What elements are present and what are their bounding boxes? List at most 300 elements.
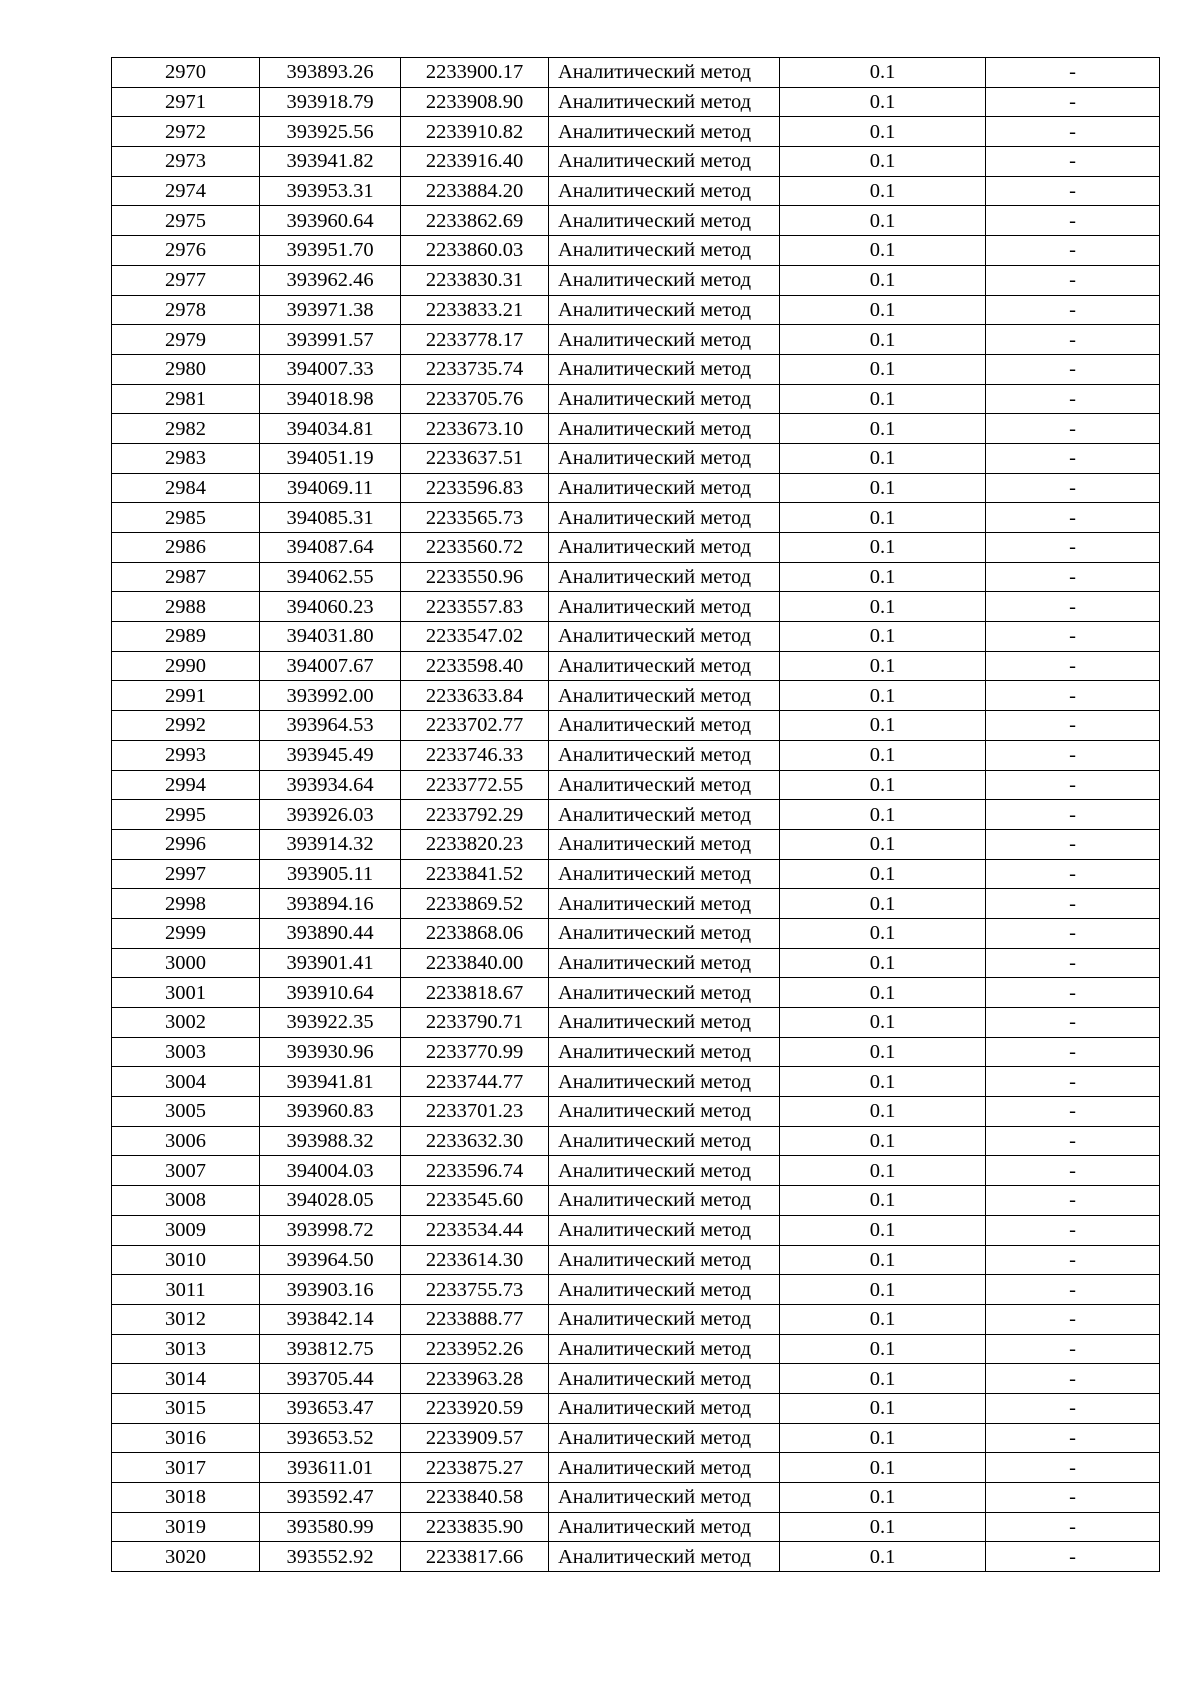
accuracy-cell: 0.1 (780, 800, 986, 830)
y-coordinate-cell: 2233596.74 (401, 1156, 549, 1186)
method-cell: Аналитический метод (549, 1126, 780, 1156)
accuracy-cell: 0.1 (780, 176, 986, 206)
accuracy-cell: 0.1 (780, 1423, 986, 1453)
table-row (112, 859, 1160, 889)
note-cell: - (986, 87, 1160, 117)
note-cell: - (986, 1364, 1160, 1394)
note-cell: - (986, 681, 1160, 711)
accuracy-cell: 0.1 (780, 1008, 986, 1038)
method-cell: Аналитический метод (549, 889, 780, 919)
table-row (112, 829, 1160, 859)
note-cell: - (986, 1542, 1160, 1572)
table-row (112, 117, 1160, 147)
x-coordinate-cell: 393992.00 (260, 681, 401, 711)
method-cell: Аналитический метод (549, 533, 780, 563)
y-coordinate-cell: 2233790.71 (401, 1008, 549, 1038)
note-cell: - (986, 295, 1160, 325)
method-cell: Аналитический метод (549, 295, 780, 325)
method-cell: Аналитический метод (549, 592, 780, 622)
accuracy-cell: 0.1 (780, 236, 986, 266)
point-number-cell: 3017 (112, 1453, 260, 1483)
note-cell: - (986, 443, 1160, 473)
y-coordinate-cell: 2233916.40 (401, 147, 549, 177)
y-coordinate-cell: 2233910.82 (401, 117, 549, 147)
point-number-cell: 2983 (112, 443, 260, 473)
x-coordinate-cell: 393903.16 (260, 1275, 401, 1305)
table-row (112, 562, 1160, 592)
point-number-cell: 2975 (112, 206, 260, 236)
x-coordinate-cell: 393962.46 (260, 265, 401, 295)
point-number-cell: 3009 (112, 1215, 260, 1245)
x-coordinate-cell: 393910.64 (260, 978, 401, 1008)
y-coordinate-cell: 2233952.26 (401, 1334, 549, 1364)
accuracy-cell: 0.1 (780, 1453, 986, 1483)
method-cell: Аналитический метод (549, 562, 780, 592)
point-number-cell: 3011 (112, 1275, 260, 1305)
y-coordinate-cell: 2233772.55 (401, 770, 549, 800)
point-number-cell: 3003 (112, 1037, 260, 1067)
point-number-cell: 3007 (112, 1156, 260, 1186)
method-cell: Аналитический метод (549, 1008, 780, 1038)
point-number-cell: 3015 (112, 1393, 260, 1423)
point-number-cell: 2984 (112, 473, 260, 503)
table-row (112, 711, 1160, 741)
y-coordinate-cell: 2233875.27 (401, 1453, 549, 1483)
note-cell: - (986, 622, 1160, 652)
point-number-cell: 3014 (112, 1364, 260, 1394)
note-cell: - (986, 147, 1160, 177)
table-row (112, 592, 1160, 622)
method-cell: Аналитический метод (549, 236, 780, 266)
note-cell: - (986, 1215, 1160, 1245)
point-number-cell: 3012 (112, 1304, 260, 1334)
x-coordinate-cell: 394034.81 (260, 414, 401, 444)
method-cell: Аналитический метод (549, 1156, 780, 1186)
x-coordinate-cell: 393998.72 (260, 1215, 401, 1245)
note-cell: - (986, 740, 1160, 770)
x-coordinate-cell: 393611.01 (260, 1453, 401, 1483)
method-cell: Аналитический метод (549, 87, 780, 117)
accuracy-cell: 0.1 (780, 87, 986, 117)
method-cell: Аналитический метод (549, 1542, 780, 1572)
method-cell: Аналитический метод (549, 384, 780, 414)
y-coordinate-cell: 2233869.52 (401, 889, 549, 919)
method-cell: Аналитический метод (549, 829, 780, 859)
point-number-cell: 2997 (112, 859, 260, 889)
x-coordinate-cell: 393925.56 (260, 117, 401, 147)
note-cell: - (986, 1275, 1160, 1305)
note-cell: - (986, 770, 1160, 800)
x-coordinate-cell: 394087.64 (260, 533, 401, 563)
note-cell: - (986, 176, 1160, 206)
x-coordinate-cell: 393951.70 (260, 236, 401, 266)
y-coordinate-cell: 2233673.10 (401, 414, 549, 444)
note-cell: - (986, 325, 1160, 355)
y-coordinate-cell: 2233818.67 (401, 978, 549, 1008)
table-row (112, 1097, 1160, 1127)
accuracy-cell: 0.1 (780, 1512, 986, 1542)
accuracy-cell: 0.1 (780, 443, 986, 473)
table-row (112, 1126, 1160, 1156)
accuracy-cell: 0.1 (780, 1037, 986, 1067)
note-cell: - (986, 1483, 1160, 1513)
note-cell: - (986, 829, 1160, 859)
x-coordinate-cell: 393971.38 (260, 295, 401, 325)
y-coordinate-cell: 2233770.99 (401, 1037, 549, 1067)
y-coordinate-cell: 2233534.44 (401, 1215, 549, 1245)
y-coordinate-cell: 2233833.21 (401, 295, 549, 325)
method-cell: Аналитический метод (549, 1423, 780, 1453)
x-coordinate-cell: 394051.19 (260, 443, 401, 473)
x-coordinate-cell: 393842.14 (260, 1304, 401, 1334)
y-coordinate-cell: 2233963.28 (401, 1364, 549, 1394)
method-cell: Аналитический метод (549, 1215, 780, 1245)
method-cell: Аналитический метод (549, 740, 780, 770)
note-cell: - (986, 384, 1160, 414)
y-coordinate-cell: 2233755.73 (401, 1275, 549, 1305)
table-row (112, 503, 1160, 533)
point-number-cell: 2992 (112, 711, 260, 741)
table-row (112, 1008, 1160, 1038)
note-cell: - (986, 206, 1160, 236)
method-cell: Аналитический метод (549, 58, 780, 88)
accuracy-cell: 0.1 (780, 147, 986, 177)
method-cell: Аналитический метод (549, 1067, 780, 1097)
x-coordinate-cell: 394018.98 (260, 384, 401, 414)
y-coordinate-cell: 2233920.59 (401, 1393, 549, 1423)
accuracy-cell: 0.1 (780, 265, 986, 295)
point-number-cell: 3018 (112, 1483, 260, 1513)
note-cell: - (986, 236, 1160, 266)
table-row (112, 770, 1160, 800)
y-coordinate-cell: 2233884.20 (401, 176, 549, 206)
accuracy-cell: 0.1 (780, 1334, 986, 1364)
method-cell: Аналитический метод (549, 117, 780, 147)
point-number-cell: 3008 (112, 1186, 260, 1216)
note-cell: - (986, 800, 1160, 830)
accuracy-cell: 0.1 (780, 1542, 986, 1572)
point-number-cell: 2982 (112, 414, 260, 444)
table-row (112, 1275, 1160, 1305)
note-cell: - (986, 58, 1160, 88)
accuracy-cell: 0.1 (780, 622, 986, 652)
accuracy-cell: 0.1 (780, 948, 986, 978)
accuracy-cell: 0.1 (780, 58, 986, 88)
accuracy-cell: 0.1 (780, 1364, 986, 1394)
table-row (112, 918, 1160, 948)
x-coordinate-cell: 393552.92 (260, 1542, 401, 1572)
table-row (112, 651, 1160, 681)
y-coordinate-cell: 2233888.77 (401, 1304, 549, 1334)
method-cell: Аналитический метод (549, 800, 780, 830)
table-row (112, 889, 1160, 919)
accuracy-cell: 0.1 (780, 354, 986, 384)
table-row (112, 978, 1160, 1008)
y-coordinate-cell: 2233778.17 (401, 325, 549, 355)
point-number-cell: 2995 (112, 800, 260, 830)
table-row (112, 176, 1160, 206)
table-row (112, 1037, 1160, 1067)
x-coordinate-cell: 393960.64 (260, 206, 401, 236)
y-coordinate-cell: 2233735.74 (401, 354, 549, 384)
point-number-cell: 2972 (112, 117, 260, 147)
x-coordinate-cell: 393918.79 (260, 87, 401, 117)
method-cell: Аналитический метод (549, 948, 780, 978)
accuracy-cell: 0.1 (780, 1215, 986, 1245)
x-coordinate-cell: 393930.96 (260, 1037, 401, 1067)
y-coordinate-cell: 2233596.83 (401, 473, 549, 503)
accuracy-cell: 0.1 (780, 384, 986, 414)
accuracy-cell: 0.1 (780, 1126, 986, 1156)
point-number-cell: 2986 (112, 533, 260, 563)
x-coordinate-cell: 394062.55 (260, 562, 401, 592)
point-number-cell: 3001 (112, 978, 260, 1008)
y-coordinate-cell: 2233547.02 (401, 622, 549, 652)
y-coordinate-cell: 2233702.77 (401, 711, 549, 741)
note-cell: - (986, 473, 1160, 503)
table-row (112, 1423, 1160, 1453)
method-cell: Аналитический метод (549, 711, 780, 741)
method-cell: Аналитический метод (549, 681, 780, 711)
point-number-cell: 2994 (112, 770, 260, 800)
note-cell: - (986, 859, 1160, 889)
x-coordinate-cell: 393960.83 (260, 1097, 401, 1127)
point-number-cell: 2970 (112, 58, 260, 88)
accuracy-cell: 0.1 (780, 711, 986, 741)
y-coordinate-cell: 2233565.73 (401, 503, 549, 533)
method-cell: Аналитический метод (549, 414, 780, 444)
method-cell: Аналитический метод (549, 503, 780, 533)
accuracy-cell: 0.1 (780, 1245, 986, 1275)
note-cell: - (986, 1423, 1160, 1453)
note-cell: - (986, 1156, 1160, 1186)
point-number-cell: 3020 (112, 1542, 260, 1572)
point-number-cell: 2979 (112, 325, 260, 355)
x-coordinate-cell: 393580.99 (260, 1512, 401, 1542)
x-coordinate-cell: 393934.64 (260, 770, 401, 800)
x-coordinate-cell: 393901.41 (260, 948, 401, 978)
y-coordinate-cell: 2233557.83 (401, 592, 549, 622)
x-coordinate-cell: 393890.44 (260, 918, 401, 948)
method-cell: Аналитический метод (549, 1393, 780, 1423)
y-coordinate-cell: 2233614.30 (401, 1245, 549, 1275)
x-coordinate-cell: 394007.67 (260, 651, 401, 681)
note-cell: - (986, 1512, 1160, 1542)
note-cell: - (986, 1393, 1160, 1423)
y-coordinate-cell: 2233820.23 (401, 829, 549, 859)
y-coordinate-cell: 2233840.58 (401, 1483, 549, 1513)
accuracy-cell: 0.1 (780, 295, 986, 325)
method-cell: Аналитический метод (549, 1037, 780, 1067)
note-cell: - (986, 265, 1160, 295)
point-number-cell: 2991 (112, 681, 260, 711)
y-coordinate-cell: 2233909.57 (401, 1423, 549, 1453)
note-cell: - (986, 1097, 1160, 1127)
method-cell: Аналитический метод (549, 473, 780, 503)
table-row (112, 1215, 1160, 1245)
accuracy-cell: 0.1 (780, 1275, 986, 1305)
table-row (112, 948, 1160, 978)
x-coordinate-cell: 394004.03 (260, 1156, 401, 1186)
x-coordinate-cell: 393592.47 (260, 1483, 401, 1513)
x-coordinate-cell: 393922.35 (260, 1008, 401, 1038)
y-coordinate-cell: 2233705.76 (401, 384, 549, 414)
coordinates-table-body (112, 58, 1160, 1572)
accuracy-cell: 0.1 (780, 1304, 986, 1334)
point-number-cell: 3004 (112, 1067, 260, 1097)
x-coordinate-cell: 393945.49 (260, 740, 401, 770)
y-coordinate-cell: 2233792.29 (401, 800, 549, 830)
note-cell: - (986, 1037, 1160, 1067)
table-row (112, 236, 1160, 266)
y-coordinate-cell: 2233598.40 (401, 651, 549, 681)
note-cell: - (986, 1126, 1160, 1156)
method-cell: Аналитический метод (549, 1453, 780, 1483)
x-coordinate-cell: 393914.32 (260, 829, 401, 859)
method-cell: Аналитический метод (549, 1275, 780, 1305)
x-coordinate-cell: 393894.16 (260, 889, 401, 919)
table-row (112, 443, 1160, 473)
x-coordinate-cell: 393653.47 (260, 1393, 401, 1423)
point-number-cell: 2978 (112, 295, 260, 325)
table-row (112, 1364, 1160, 1394)
point-number-cell: 2988 (112, 592, 260, 622)
point-number-cell: 2974 (112, 176, 260, 206)
table-row (112, 1393, 1160, 1423)
point-number-cell: 2981 (112, 384, 260, 414)
note-cell: - (986, 1245, 1160, 1275)
y-coordinate-cell: 2233746.33 (401, 740, 549, 770)
note-cell: - (986, 948, 1160, 978)
point-number-cell: 3006 (112, 1126, 260, 1156)
note-cell: - (986, 918, 1160, 948)
table-row (112, 1453, 1160, 1483)
accuracy-cell: 0.1 (780, 1186, 986, 1216)
table-row (112, 147, 1160, 177)
y-coordinate-cell: 2233632.30 (401, 1126, 549, 1156)
table-row (112, 1304, 1160, 1334)
y-coordinate-cell: 2233908.90 (401, 87, 549, 117)
accuracy-cell: 0.1 (780, 117, 986, 147)
note-cell: - (986, 651, 1160, 681)
table-row (112, 740, 1160, 770)
accuracy-cell: 0.1 (780, 740, 986, 770)
y-coordinate-cell: 2233701.23 (401, 1097, 549, 1127)
method-cell: Аналитический метод (549, 1097, 780, 1127)
table-row (112, 473, 1160, 503)
point-number-cell: 3016 (112, 1423, 260, 1453)
table-row (112, 87, 1160, 117)
point-number-cell: 2976 (112, 236, 260, 266)
method-cell: Аналитический метод (549, 206, 780, 236)
table-row (112, 265, 1160, 295)
x-coordinate-cell: 393705.44 (260, 1364, 401, 1394)
method-cell: Аналитический метод (549, 1483, 780, 1513)
accuracy-cell: 0.1 (780, 889, 986, 919)
y-coordinate-cell: 2233862.69 (401, 206, 549, 236)
x-coordinate-cell: 394028.05 (260, 1186, 401, 1216)
note-cell: - (986, 711, 1160, 741)
y-coordinate-cell: 2233841.52 (401, 859, 549, 889)
accuracy-cell: 0.1 (780, 859, 986, 889)
method-cell: Аналитический метод (549, 1245, 780, 1275)
note-cell: - (986, 1304, 1160, 1334)
point-number-cell: 2985 (112, 503, 260, 533)
x-coordinate-cell: 394069.11 (260, 473, 401, 503)
y-coordinate-cell: 2233830.31 (401, 265, 549, 295)
accuracy-cell: 0.1 (780, 1067, 986, 1097)
method-cell: Аналитический метод (549, 176, 780, 206)
accuracy-cell: 0.1 (780, 681, 986, 711)
note-cell: - (986, 978, 1160, 1008)
x-coordinate-cell: 394085.31 (260, 503, 401, 533)
y-coordinate-cell: 2233868.06 (401, 918, 549, 948)
point-number-cell: 2971 (112, 87, 260, 117)
point-number-cell: 3002 (112, 1008, 260, 1038)
point-number-cell: 2980 (112, 354, 260, 384)
method-cell: Аналитический метод (549, 1512, 780, 1542)
table-row (112, 533, 1160, 563)
note-cell: - (986, 1453, 1160, 1483)
x-coordinate-cell: 393988.32 (260, 1126, 401, 1156)
x-coordinate-cell: 393953.31 (260, 176, 401, 206)
accuracy-cell: 0.1 (780, 414, 986, 444)
accuracy-cell: 0.1 (780, 325, 986, 355)
point-number-cell: 3013 (112, 1334, 260, 1364)
accuracy-cell: 0.1 (780, 1483, 986, 1513)
table-row (112, 384, 1160, 414)
method-cell: Аналитический метод (549, 770, 780, 800)
point-number-cell: 3010 (112, 1245, 260, 1275)
y-coordinate-cell: 2233637.51 (401, 443, 549, 473)
point-number-cell: 2993 (112, 740, 260, 770)
table-row (112, 325, 1160, 355)
y-coordinate-cell: 2233860.03 (401, 236, 549, 266)
coordinates-table (111, 57, 1160, 1572)
y-coordinate-cell: 2233550.96 (401, 562, 549, 592)
accuracy-cell: 0.1 (780, 978, 986, 1008)
table-row (112, 1156, 1160, 1186)
y-coordinate-cell: 2233900.17 (401, 58, 549, 88)
table-row (112, 622, 1160, 652)
accuracy-cell: 0.1 (780, 829, 986, 859)
point-number-cell: 2987 (112, 562, 260, 592)
table-row (112, 1542, 1160, 1572)
point-number-cell: 2998 (112, 889, 260, 919)
note-cell: - (986, 354, 1160, 384)
x-coordinate-cell: 394031.80 (260, 622, 401, 652)
accuracy-cell: 0.1 (780, 651, 986, 681)
method-cell: Аналитический метод (549, 325, 780, 355)
method-cell: Аналитический метод (549, 1364, 780, 1394)
point-number-cell: 3019 (112, 1512, 260, 1542)
x-coordinate-cell: 393964.50 (260, 1245, 401, 1275)
note-cell: - (986, 562, 1160, 592)
accuracy-cell: 0.1 (780, 770, 986, 800)
table-row (112, 58, 1160, 88)
x-coordinate-cell: 393941.81 (260, 1067, 401, 1097)
x-coordinate-cell: 393812.75 (260, 1334, 401, 1364)
y-coordinate-cell: 2233840.00 (401, 948, 549, 978)
method-cell: Аналитический метод (549, 622, 780, 652)
method-cell: Аналитический метод (549, 859, 780, 889)
x-coordinate-cell: 393653.52 (260, 1423, 401, 1453)
note-cell: - (986, 414, 1160, 444)
accuracy-cell: 0.1 (780, 503, 986, 533)
note-cell: - (986, 117, 1160, 147)
method-cell: Аналитический метод (549, 1186, 780, 1216)
y-coordinate-cell: 2233744.77 (401, 1067, 549, 1097)
